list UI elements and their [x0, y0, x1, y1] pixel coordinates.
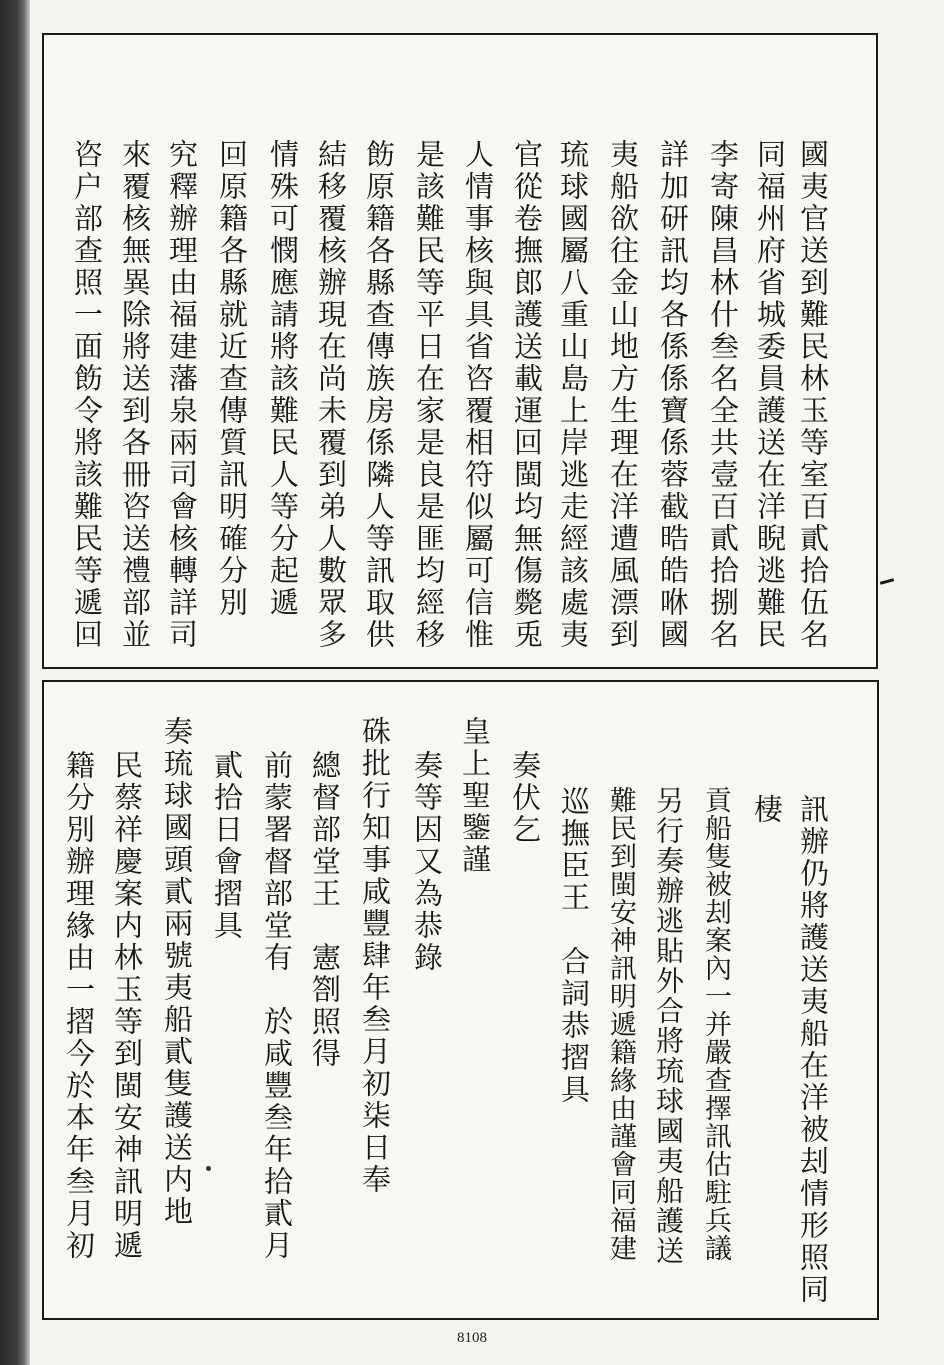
- ink-dot: [206, 1166, 211, 1171]
- text-column: 李寄陳昌林什叁名全共壹百貳拾捌名: [706, 139, 740, 651]
- text-column: 咨户部查照一面飭令將該難民等遞回: [70, 139, 104, 651]
- text-column: 究釋辦理由福建藩泉兩司會核轉詳司: [165, 139, 199, 651]
- text-column: 貢船隻被刦案內一并嚴查擇訊估駐兵議: [700, 786, 731, 1262]
- text-column: 總督部堂王 憲劄照得: [308, 750, 342, 1070]
- text-column: 另行奏辦逃貼外合將琉球國夷船護送: [652, 786, 685, 1266]
- text-column: 難民到閩安神訊明遞籍緣由謹會同福建: [605, 786, 636, 1262]
- text-column: 詳加研訊均各係係寶係蓉截晧皓咻國: [656, 139, 690, 651]
- bottom-columns: [44, 682, 877, 1318]
- top-text-panel: [42, 33, 878, 669]
- text-column: 皇上聖鑒謹: [458, 716, 492, 876]
- text-column: 來覆核無異除將送到各冊咨送禮部並: [118, 139, 152, 651]
- text-column: 結移覆核辦現在尚未覆到弟人數眾多: [314, 139, 348, 651]
- text-column: 巡撫臣王 合詞恭摺具: [557, 786, 591, 1106]
- text-column: 飭原籍各縣查傳族房係隣人等訊取供: [362, 139, 396, 651]
- text-column: 籍分別辦理緣由一摺今於本年叁月初: [62, 750, 96, 1262]
- text-column: 民蔡祥慶案内林玉等到閩安神訊明遞: [110, 750, 144, 1262]
- margin-mark: [880, 578, 894, 585]
- text-column: 奏等因又為恭錄: [410, 750, 444, 974]
- text-column: 夷船欲往金山地方生理在洋遭風漂到: [606, 139, 640, 651]
- text-column: 訊辦仍將護送夷船在洋被刦情形照同: [796, 794, 830, 1306]
- text-column: 奏伏乞: [508, 750, 542, 846]
- text-column: 硃批行知事咸豐肆年叁月初柒日奉: [358, 716, 392, 1196]
- book-binding-shadow: [0, 0, 30, 1365]
- page-number: 8108: [457, 1330, 487, 1346]
- text-column: 前蒙署督部堂有 於咸豐叁年拾貳月: [260, 750, 294, 1262]
- text-column: 同福州府省城委員護送在洋睨逃難民: [753, 139, 787, 651]
- text-column: 棲: [750, 794, 784, 826]
- text-column: 情殊可憫應請將該難民人等分起遞: [266, 139, 300, 619]
- text-column: 是該難民等平日在家是良是匪均經移: [412, 139, 446, 651]
- bottom-text-panel: [42, 680, 879, 1320]
- text-column: 奏琉球國頭貳兩號夷船貳隻護送内地: [160, 716, 194, 1228]
- top-columns: [44, 35, 876, 667]
- text-column: 貳拾日會摺具: [210, 750, 244, 942]
- text-column: 人情事核與具省咨覆相符似屬可信惟: [461, 139, 495, 651]
- text-column: 琉球國屬八重山島上岸逃走經該處夷: [556, 139, 590, 651]
- text-column: 國夷官送到難民林玉等室百貳拾伍名: [796, 139, 830, 651]
- text-column: 官從卷撫郎護送載運回閩均無傷斃兎: [510, 139, 544, 651]
- text-column: 回原籍各縣就近查傳質訊明確分別: [215, 139, 249, 619]
